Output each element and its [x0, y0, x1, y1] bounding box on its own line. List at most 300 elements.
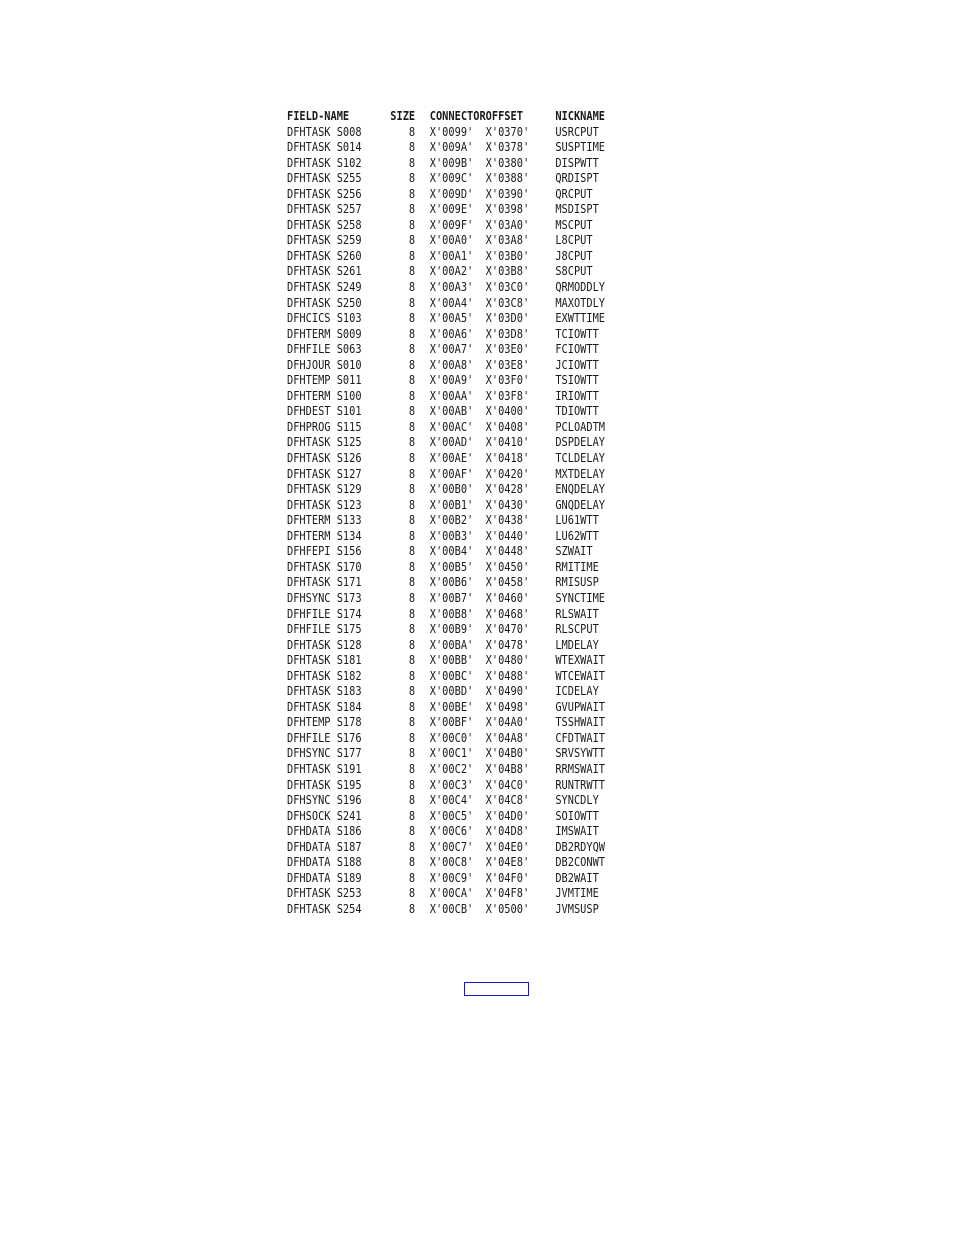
- offset-cell: X'0448': [485, 544, 530, 559]
- offset-cell: X'03D0': [485, 311, 530, 326]
- offset-cell: X'04B0': [485, 746, 530, 761]
- field-name-cell: DFHTASK S128: [287, 637, 362, 652]
- connector-cell: X'00A5': [429, 311, 474, 326]
- field-name-cell: DFHTASK S260: [287, 248, 362, 263]
- table-row: [287, 809, 624, 825]
- size-cell: 8: [408, 451, 416, 466]
- field-name-cell: DFHDATA S187: [287, 839, 362, 854]
- size-cell: 8: [408, 373, 416, 388]
- connector-cell: X'00BE': [429, 699, 474, 714]
- offset-cell: X'03C8': [485, 295, 530, 310]
- connector-cell: X'00A3': [429, 280, 474, 295]
- offset-cell: X'04B8': [485, 761, 530, 776]
- size-cell: 8: [408, 839, 416, 854]
- offset-cell: X'03F0': [485, 373, 530, 388]
- connector-cell: X'00B7': [429, 590, 474, 605]
- size-cell: 8: [408, 233, 416, 248]
- nickname-cell: RMITIME: [555, 559, 599, 574]
- table-row: [287, 327, 624, 343]
- table-row: [287, 389, 624, 405]
- nickname-cell: WTCEWAIT: [555, 668, 606, 683]
- field-name-cell: DFHTEMP S178: [287, 715, 362, 730]
- offset-cell: X'0408': [485, 419, 530, 434]
- size-cell: 8: [408, 793, 416, 808]
- table-row: [287, 125, 624, 141]
- table-row: [287, 171, 624, 187]
- nickname-cell: GVUPWAIT: [555, 699, 606, 714]
- nickname-cell: JCIOWTT: [555, 357, 599, 372]
- size-cell: 8: [408, 559, 416, 574]
- connector-cell: X'00A7': [429, 342, 474, 357]
- table-row: [287, 762, 624, 778]
- table-row: [287, 218, 624, 234]
- connector-cell: X'00B1': [429, 497, 474, 512]
- size-cell: 8: [408, 886, 416, 901]
- connector-cell: X'00AF': [429, 466, 474, 481]
- connector-cell: X'00AA': [429, 388, 474, 403]
- offset-cell: X'03A0': [485, 217, 530, 232]
- nickname-cell: TCLDELAY: [555, 451, 606, 466]
- field-name-cell: DFHTASK S125: [287, 435, 362, 450]
- size-cell: 8: [408, 202, 416, 217]
- connector-cell: X'00A9': [429, 373, 474, 388]
- field-name-cell: DFHDATA S188: [287, 855, 362, 870]
- header-offset: OFFSET: [485, 109, 523, 123]
- table-row: [287, 840, 624, 856]
- size-cell: 8: [408, 606, 416, 621]
- table-row: [287, 824, 624, 840]
- nickname-cell: TSSHWAIT: [555, 715, 606, 730]
- offset-cell: X'04C0': [485, 777, 530, 792]
- field-name-cell: DFHTASK S102: [287, 155, 362, 170]
- table-row: [287, 638, 624, 654]
- connector-cell: X'00AC': [429, 419, 474, 434]
- field-name-cell: DFHSYNC S173: [287, 590, 362, 605]
- table-row: [287, 591, 624, 607]
- field-name-cell: DFHTASK S184: [287, 699, 362, 714]
- size-cell: 8: [408, 777, 416, 792]
- size-cell: 8: [408, 575, 416, 590]
- nickname-cell: RRMSWAIT: [555, 761, 606, 776]
- offset-cell: X'0440': [485, 528, 530, 543]
- nickname-cell: MSCPUT: [555, 217, 593, 232]
- table-row: [287, 296, 624, 312]
- table-row: [287, 264, 624, 280]
- table-row: [287, 202, 624, 218]
- field-name-cell: DFHTASK S195: [287, 777, 362, 792]
- connector-cell: X'00A6': [429, 326, 474, 341]
- connector-cell: X'00B0': [429, 482, 474, 497]
- size-cell: 8: [408, 435, 416, 450]
- field-name-cell: DFHDATA S189: [287, 870, 362, 885]
- connector-cell: X'00B3': [429, 528, 474, 543]
- connector-cell: X'00BA': [429, 637, 474, 652]
- size-cell: 8: [408, 870, 416, 885]
- connector-cell: X'00CB': [429, 901, 474, 916]
- table-row: [287, 886, 624, 902]
- offset-cell: X'04F0': [485, 870, 530, 885]
- nickname-cell: ICDELAY: [555, 684, 599, 699]
- offset-cell: X'0450': [485, 559, 530, 574]
- connector-cell: X'00A2': [429, 264, 474, 279]
- table-row: [287, 358, 624, 374]
- offset-cell: X'04E0': [485, 839, 530, 854]
- connector-cell: X'00B4': [429, 544, 474, 559]
- table-row: [287, 871, 624, 887]
- field-name-cell: DFHFILE S176: [287, 730, 362, 745]
- offset-cell: X'0388': [485, 171, 530, 186]
- size-cell: 8: [408, 901, 416, 916]
- header-size: SIZE: [390, 109, 416, 123]
- table-row: [287, 187, 624, 203]
- nickname-cell: DISPWTT: [555, 155, 599, 170]
- offset-cell: X'0500': [485, 901, 530, 916]
- offset-cell: X'03A8': [485, 233, 530, 248]
- table-row: [287, 156, 624, 172]
- navigation-link-box[interactable]: [464, 982, 529, 996]
- size-cell: 8: [408, 528, 416, 543]
- connector-cell: X'00BD': [429, 684, 474, 699]
- offset-cell: X'0428': [485, 482, 530, 497]
- connector-cell: X'00AD': [429, 435, 474, 450]
- connector-cell: X'00C3': [429, 777, 474, 792]
- offset-cell: X'0400': [485, 404, 530, 419]
- field-name-cell: DFHTASK S191: [287, 761, 362, 776]
- table-row: [287, 280, 624, 296]
- connector-cell: X'00BB': [429, 653, 474, 668]
- size-cell: 8: [408, 155, 416, 170]
- field-name-cell: DFHSYNC S177: [287, 746, 362, 761]
- nickname-cell: RLSWAIT: [555, 606, 599, 621]
- offset-cell: X'03E8': [485, 357, 530, 372]
- size-cell: 8: [408, 622, 416, 637]
- field-name-cell: DFHTASK S261: [287, 264, 362, 279]
- field-listing: [287, 109, 624, 917]
- size-cell: 8: [408, 715, 416, 730]
- nickname-cell: SUSPTIME: [555, 140, 606, 155]
- nickname-cell: MXTDELAY: [555, 466, 606, 481]
- nickname-cell: MAXOTDLY: [555, 295, 606, 310]
- field-name-cell: DFHTERM S134: [287, 528, 362, 543]
- table-row: [287, 513, 624, 529]
- size-cell: 8: [408, 419, 416, 434]
- nickname-cell: LU61WTT: [555, 513, 599, 528]
- offset-cell: X'0478': [485, 637, 530, 652]
- connector-cell: X'00AE': [429, 451, 474, 466]
- connector-cell: X'00B2': [429, 513, 474, 528]
- field-name-cell: DFHTASK S008: [287, 124, 362, 139]
- field-name-cell: DFHTASK S256: [287, 186, 362, 201]
- size-cell: 8: [408, 746, 416, 761]
- size-cell: 8: [408, 357, 416, 372]
- connector-cell: X'00C1': [429, 746, 474, 761]
- connector-cell: X'00C5': [429, 808, 474, 823]
- nickname-cell: PCLOADTM: [555, 419, 606, 434]
- connector-cell: X'00C0': [429, 730, 474, 745]
- field-name-cell: DFHTERM S133: [287, 513, 362, 528]
- table-row: [287, 855, 624, 871]
- connector-cell: X'00CA': [429, 886, 474, 901]
- nickname-cell: S8CPUT: [555, 264, 593, 279]
- nickname-cell: L8CPUT: [555, 233, 593, 248]
- table-row: [287, 342, 624, 358]
- offset-cell: X'04D0': [485, 808, 530, 823]
- connector-cell: X'00B8': [429, 606, 474, 621]
- offset-cell: X'0418': [485, 451, 530, 466]
- offset-cell: X'04A8': [485, 730, 530, 745]
- nickname-cell: ENQDELAY: [555, 482, 606, 497]
- offset-cell: X'0460': [485, 590, 530, 605]
- offset-cell: X'0490': [485, 684, 530, 699]
- table-row: [287, 467, 624, 483]
- nickname-cell: DSPDELAY: [555, 435, 606, 450]
- size-cell: 8: [408, 264, 416, 279]
- connector-cell: X'009E': [429, 202, 474, 217]
- table-row: [287, 607, 624, 623]
- nickname-cell: TSIOWTT: [555, 373, 599, 388]
- field-name-cell: DFHFEPI S156: [287, 544, 362, 559]
- nickname-cell: TDIOWTT: [555, 404, 599, 419]
- field-name-cell: DFHTASK S183: [287, 684, 362, 699]
- offset-cell: X'03E0': [485, 342, 530, 357]
- field-name-cell: DFHCICS S103: [287, 311, 362, 326]
- field-name-cell: DFHTASK S014: [287, 140, 362, 155]
- offset-cell: X'04D8': [485, 824, 530, 839]
- offset-cell: X'0498': [485, 699, 530, 714]
- nickname-cell: DB2RDYQW: [555, 839, 606, 854]
- nickname-cell: USRCPUT: [555, 124, 599, 139]
- size-cell: 8: [408, 808, 416, 823]
- connector-cell: X'00A4': [429, 295, 474, 310]
- table-row: [287, 731, 624, 747]
- field-name-cell: DFHSYNC S196: [287, 793, 362, 808]
- nickname-cell: SRVSYWTT: [555, 746, 606, 761]
- table-row: [287, 778, 624, 794]
- field-name-cell: DFHJOUR S010: [287, 357, 362, 372]
- connector-cell: X'00C6': [429, 824, 474, 839]
- field-name-cell: DFHTASK S170: [287, 559, 362, 574]
- table-row: [287, 404, 624, 420]
- size-cell: 8: [408, 217, 416, 232]
- field-name-cell: DFHFILE S063: [287, 342, 362, 357]
- field-name-cell: DFHTASK S250: [287, 295, 362, 310]
- connector-cell: X'00BF': [429, 715, 474, 730]
- field-name-cell: DFHTASK S257: [287, 202, 362, 217]
- nickname-cell: J8CPUT: [555, 248, 593, 263]
- size-cell: 8: [408, 513, 416, 528]
- offset-cell: X'0470': [485, 622, 530, 637]
- offset-cell: X'04A0': [485, 715, 530, 730]
- table-row: [287, 373, 624, 389]
- connector-cell: X'00C7': [429, 839, 474, 854]
- field-name-cell: DFHTASK S255: [287, 171, 362, 186]
- offset-cell: X'0488': [485, 668, 530, 683]
- nickname-cell: IMSWAIT: [555, 824, 599, 839]
- field-name-cell: DFHTASK S171: [287, 575, 362, 590]
- nickname-cell: QRCPUT: [555, 186, 593, 201]
- nickname-cell: FCIOWTT: [555, 342, 599, 357]
- table-row: [287, 669, 624, 685]
- field-name-cell: DFHFILE S175: [287, 622, 362, 637]
- size-cell: 8: [408, 668, 416, 683]
- connector-cell: X'009A': [429, 140, 474, 155]
- offset-cell: X'04F8': [485, 886, 530, 901]
- field-name-cell: DFHTASK S259: [287, 233, 362, 248]
- field-name-cell: DFHTASK S129: [287, 482, 362, 497]
- offset-cell: X'03F8': [485, 388, 530, 403]
- field-name-cell: DFHTASK S249: [287, 280, 362, 295]
- nickname-cell: RLSCPUT: [555, 622, 599, 637]
- field-name-cell: DFHTERM S009: [287, 326, 362, 341]
- table-row: [287, 746, 624, 762]
- table-row: [287, 793, 624, 809]
- table-row: [287, 700, 624, 716]
- table-row: [287, 311, 624, 327]
- nickname-cell: EXWTTIME: [555, 311, 606, 326]
- size-cell: 8: [408, 824, 416, 839]
- table-row: [287, 451, 624, 467]
- table-row: [287, 140, 624, 156]
- table-row: [287, 482, 624, 498]
- connector-cell: X'00AB': [429, 404, 474, 419]
- offset-cell: X'0410': [485, 435, 530, 450]
- connector-cell: X'00BC': [429, 668, 474, 683]
- offset-cell: X'0468': [485, 606, 530, 621]
- nickname-cell: RUNTRWTT: [555, 777, 606, 792]
- nickname-cell: DB2CONWT: [555, 855, 606, 870]
- size-cell: 8: [408, 637, 416, 652]
- size-cell: 8: [408, 482, 416, 497]
- size-cell: 8: [408, 855, 416, 870]
- connector-cell: X'00A1': [429, 248, 474, 263]
- table-row: [287, 233, 624, 249]
- field-name-cell: DFHTASK S258: [287, 217, 362, 232]
- field-name-cell: DFHTASK S254: [287, 901, 362, 916]
- connector-cell: X'00A8': [429, 357, 474, 372]
- offset-cell: X'03B0': [485, 248, 530, 263]
- size-cell: 8: [408, 248, 416, 263]
- size-cell: 8: [408, 544, 416, 559]
- field-name-cell: DFHTASK S127: [287, 466, 362, 481]
- field-name-cell: DFHTASK S126: [287, 451, 362, 466]
- offset-cell: X'0438': [485, 513, 530, 528]
- size-cell: 8: [408, 497, 416, 512]
- nickname-cell: SYNCDLY: [555, 793, 599, 808]
- nickname-cell: JVMSUSP: [555, 901, 599, 916]
- size-cell: 8: [408, 388, 416, 403]
- field-name-cell: DFHDEST S101: [287, 404, 362, 419]
- nickname-cell: SYNCTIME: [555, 590, 606, 605]
- connector-cell: X'009C': [429, 171, 474, 186]
- nickname-cell: TCIOWTT: [555, 326, 599, 341]
- listing-header: [287, 109, 624, 125]
- size-cell: 8: [408, 326, 416, 341]
- field-name-cell: DFHTEMP S011: [287, 373, 362, 388]
- nickname-cell: RMISUSP: [555, 575, 599, 590]
- table-row: [287, 529, 624, 545]
- field-name-cell: DFHTASK S181: [287, 653, 362, 668]
- nickname-cell: IRIOWTT: [555, 388, 599, 403]
- listing-rows: [287, 125, 624, 918]
- size-cell: 8: [408, 466, 416, 481]
- offset-cell: X'0430': [485, 497, 530, 512]
- field-name-cell: DFHPROG S115: [287, 419, 362, 434]
- nickname-cell: LMDELAY: [555, 637, 599, 652]
- size-cell: 8: [408, 124, 416, 139]
- size-cell: 8: [408, 590, 416, 605]
- table-row: [287, 622, 624, 638]
- connector-cell: X'00A0': [429, 233, 474, 248]
- offset-cell: X'03D8': [485, 326, 530, 341]
- connector-cell: X'00B6': [429, 575, 474, 590]
- field-name-cell: DFHTASK S182: [287, 668, 362, 683]
- field-name-cell: DFHTASK S123: [287, 497, 362, 512]
- offset-cell: X'0390': [485, 186, 530, 201]
- field-name-cell: DFHFILE S174: [287, 606, 362, 621]
- field-name-cell: DFHDATA S186: [287, 824, 362, 839]
- nickname-cell: MSDISPT: [555, 202, 599, 217]
- nickname-cell: CFDTWAIT: [555, 730, 606, 745]
- nickname-cell: LU62WTT: [555, 528, 599, 543]
- connector-cell: X'009B': [429, 155, 474, 170]
- offset-cell: X'03C0': [485, 280, 530, 295]
- field-name-cell: DFHSOCK S241: [287, 808, 362, 823]
- nickname-cell: GNQDELAY: [555, 497, 606, 512]
- nickname-cell: SZWAIT: [555, 544, 593, 559]
- header-field-name: FIELD-NAME: [287, 109, 350, 123]
- size-cell: 8: [408, 699, 416, 714]
- size-cell: 8: [408, 171, 416, 186]
- table-row: [287, 560, 624, 576]
- connector-cell: X'00B5': [429, 559, 474, 574]
- connector-cell: X'009D': [429, 186, 474, 201]
- field-name-cell: DFHTERM S100: [287, 388, 362, 403]
- header-nickname: NICKNAME: [555, 109, 606, 123]
- table-row: [287, 420, 624, 436]
- connector-cell: X'00C2': [429, 761, 474, 776]
- size-cell: 8: [408, 280, 416, 295]
- table-row: [287, 684, 624, 700]
- size-cell: 8: [408, 653, 416, 668]
- field-name-cell: DFHTASK S253: [287, 886, 362, 901]
- offset-cell: X'03B8': [485, 264, 530, 279]
- size-cell: 8: [408, 186, 416, 201]
- connector-cell: X'00C4': [429, 793, 474, 808]
- offset-cell: X'0380': [485, 155, 530, 170]
- nickname-cell: DB2WAIT: [555, 870, 599, 885]
- offset-cell: X'0458': [485, 575, 530, 590]
- size-cell: 8: [408, 730, 416, 745]
- offset-cell: X'0480': [485, 653, 530, 668]
- size-cell: 8: [408, 404, 416, 419]
- size-cell: 8: [408, 140, 416, 155]
- size-cell: 8: [408, 295, 416, 310]
- offset-cell: X'0370': [485, 124, 530, 139]
- offset-cell: X'04E8': [485, 855, 530, 870]
- connector-cell: X'00B9': [429, 622, 474, 637]
- nickname-cell: JVMTIME: [555, 886, 599, 901]
- connector-cell: X'009F': [429, 217, 474, 232]
- size-cell: 8: [408, 761, 416, 776]
- offset-cell: X'0378': [485, 140, 530, 155]
- size-cell: 8: [408, 342, 416, 357]
- table-row: [287, 498, 624, 514]
- nickname-cell: QRMODDLY: [555, 280, 606, 295]
- size-cell: 8: [408, 684, 416, 699]
- table-row: [287, 544, 624, 560]
- connector-cell: X'00C9': [429, 870, 474, 885]
- nickname-cell: QRDISPT: [555, 171, 599, 186]
